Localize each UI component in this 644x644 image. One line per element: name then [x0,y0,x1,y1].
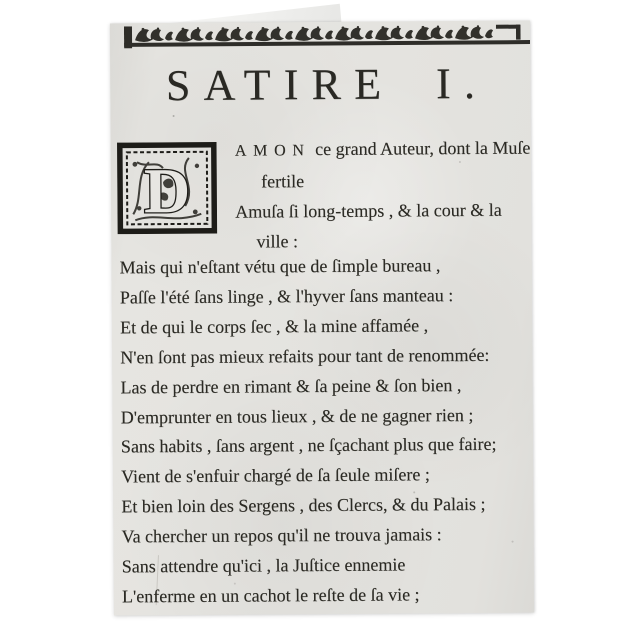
verse-line: Et bien loin des Sergens , des Clercs, & du Palais ; [121,494,486,517]
paper-speck [173,115,175,117]
paper-speck [459,161,461,163]
verse-line: Et de qui le corps ſec , & la mine affamée , [119,315,429,338]
woodcut-header-ornament [124,24,530,49]
verse-line: Mais qui n'eſtant vétu que de ſimple bureau , [119,255,441,278]
verse-line: Sans attendre qu'ici , la Juſtice ennemie [121,554,406,577]
drop-cap-block [117,142,218,235]
verse-line: Sans habits , ſans argent , ne ſçachant plus que faire; [120,434,497,457]
greeting-card [110,21,534,616]
verse-line: Va chercher un repos qu'il ne trouva jamais : [121,524,442,547]
verse-line: L'enferme en un cachot le reſte de ſa vie ; [121,584,420,607]
drop-cap-letter: D [143,154,191,227]
paper-speck [512,541,514,543]
verse-line: D'emprunter en tous lieux , & de ne gagner rien ; [120,404,474,427]
verse-line: ville : [256,231,299,252]
page-title: SATIRE I. [165,58,489,111]
verse-line: N'en ſont pas mieux refaits pour tant de renommée: [120,344,490,368]
verse-column [120,251,534,613]
verse-line: Amuſa ſi long-temps , & la cour & la [235,199,502,222]
paper-speck [234,583,236,585]
verse-line: AMON ce grand Auteur, dont la Muſe [234,137,531,160]
lead-capitals: AMON [234,142,311,160]
paper-speck [413,491,415,493]
verse-line: Las de perdre en rimant & ſa peine & ſon bien , [120,374,462,398]
verse-line: Vient de s'enfuir chargé de ſa ſeule miſere ; [121,464,430,487]
opening-verse [235,133,532,257]
verse-line: fertile [260,171,305,192]
verse-line: Paſſe l'été ſans linge , & l'hyver ſans manteau : [119,284,454,308]
